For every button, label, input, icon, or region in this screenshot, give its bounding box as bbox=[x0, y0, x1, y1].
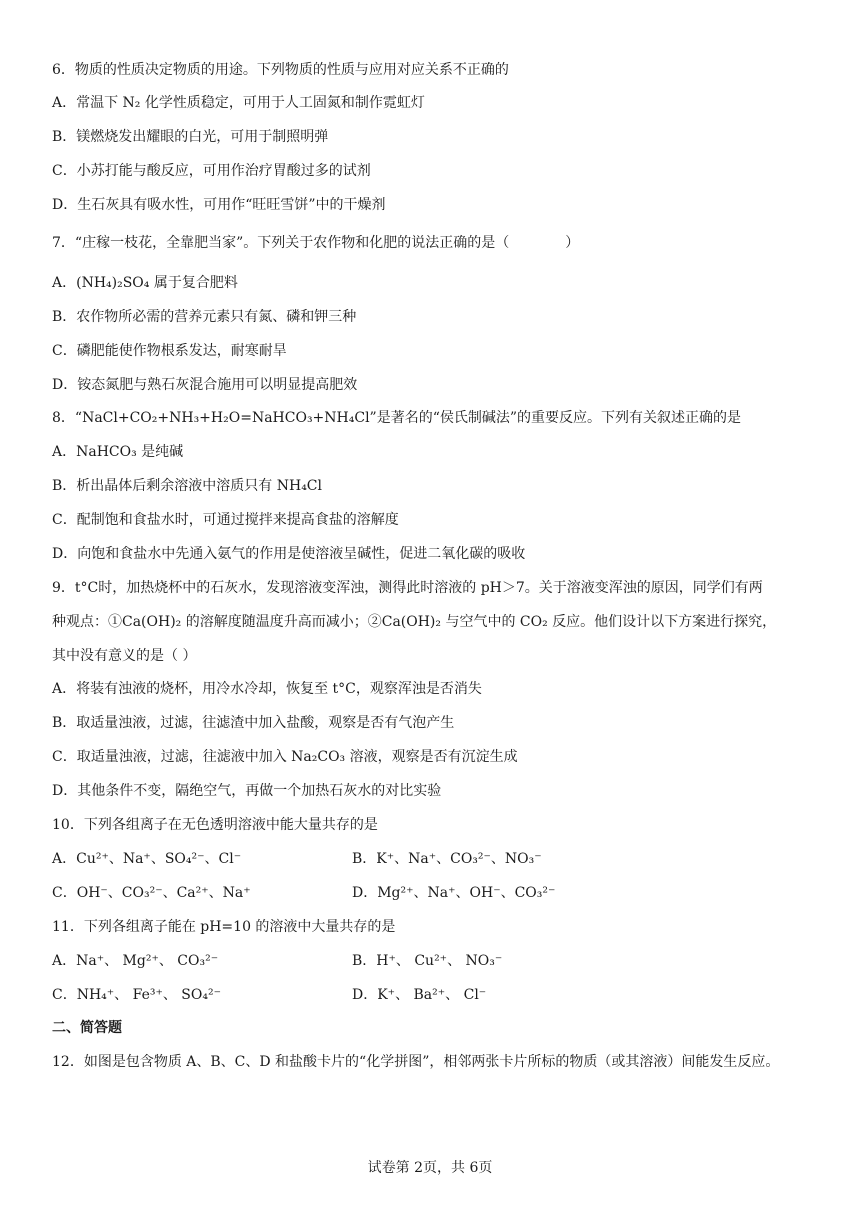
q10-option-d: D．Mg²⁺、Na⁺、OH⁻、CO₃²⁻ bbox=[352, 885, 556, 901]
q7-option-a: A．(NH₄)₂SO₄ 属于复合肥料 bbox=[52, 275, 238, 291]
q7-option-c: C．磷肥能使作物根系发达，耐寒耐旱 bbox=[52, 343, 287, 359]
q10-stem: 10．下列各组离子在无色透明溶液中能大量共存的是 bbox=[52, 817, 378, 833]
q11-option-c: C．NH₄⁺、 Fe³⁺、 SO₄²⁻ bbox=[52, 987, 221, 1003]
q11-option-b: B．H⁺、 Cu²⁺、 NO₃⁻ bbox=[352, 953, 503, 969]
q10-option-c: C．OH⁻、CO₃²⁻、Ca²⁺、Na⁺ bbox=[52, 885, 251, 901]
q9-option-d: D．其他条件不变，隔绝空气，再做一个加热石灰水的对比实验 bbox=[52, 783, 442, 799]
q6-option-b: B．镁燃烧发出耀眼的白光，可用于制照明弹 bbox=[52, 129, 329, 145]
page-footer: 试卷第 2页，共 6页 bbox=[367, 1160, 493, 1176]
q6-option-a: A．常温下 N₂ 化学性质稳定，可用于人工固氮和制作霓虹灯 bbox=[52, 95, 425, 111]
q11-option-d: D．K⁺、 Ba²⁺、 Cl⁻ bbox=[352, 987, 487, 1003]
q6-option-c: C．小苏打能与酸反应，可用作治疗胃酸过多的试剂 bbox=[52, 163, 371, 179]
q10-option-b: B．K⁺、Na⁺、CO₃²⁻、NO₃⁻ bbox=[352, 851, 542, 867]
q9-stem-line1: 9．t°C时，加热烧杯中的石灰水，发现溶液变浑浊，测得此时溶液的 pH＞7。关于溶液变浑浊的原因，同学们有两 bbox=[52, 580, 763, 596]
section-title: 二、简答题 bbox=[52, 1020, 122, 1036]
q12-stem: 12．如图是包含物质 A、B、C、D 和盐酸卡片的“化学拼图”，相邻两张卡片所标的物质（或其溶液）间能发生反应。 bbox=[52, 1054, 780, 1070]
q7-option-d: D．铵态氮肥与熟石灰混合施用可以明显提高肥效 bbox=[52, 377, 358, 393]
q8-option-a: A．NaHCO₃ 是纯碱 bbox=[52, 444, 184, 460]
q9-stem-line3: 其中没有意义的是（ ） bbox=[52, 648, 197, 664]
q11-option-a: A．Na⁺、 Mg²⁺、 CO₃²⁻ bbox=[52, 953, 219, 969]
q10-option-a: A．Cu²⁺、Na⁺、SO₄²⁻、Cl⁻ bbox=[52, 851, 242, 867]
q11-stem: 11．下列各组离子能在 pH=10 的溶液中大量共存的是 bbox=[52, 919, 396, 935]
q9-option-c: C．取适量浊液，过滤，往滤液中加入 Na₂CO₃ 溶液，观察是否有沉淀生成 bbox=[52, 749, 518, 765]
q7-stem: 7．“庄稼一枝花，全靠肥当家”。下列关于农作物和化肥的说法正确的是（ ） bbox=[52, 235, 580, 251]
q9-option-a: A．将装有浊液的烧杯，用冷水冷却，恢复至 t°C，观察浑浊是否消失 bbox=[52, 681, 482, 697]
q9-stem-line2: 种观点：①Ca(OH)₂ 的溶解度随温度升高而减小；②Ca(OH)₂ 与空气中的 CO₂ 反应。他们设计以下方案进行探究， bbox=[52, 614, 777, 630]
q6-stem: 6．物质的性质决定物质的用途。下列物质的性质与应用对应关系不正确的 bbox=[52, 62, 509, 78]
q6-option-d: D．生石灰具有吸水性，可用作“旺旺雪饼”中的干燥剂 bbox=[52, 197, 386, 213]
q8-stem: 8．“NaCl+CO₂+NH₃+H₂O=NaHCO₃+NH₄Cl”是著名的“侯氏制碱法”的重要反应。下列有关叙述正确的是 bbox=[52, 410, 742, 426]
q8-option-b: B．析出晶体后剩余溶液中溶质只有 NH₄Cl bbox=[52, 478, 322, 494]
q9-option-b: B．取适量浊液，过滤，往滤渣中加入盐酸，观察是否有气泡产生 bbox=[52, 715, 455, 731]
q7-option-b: B．农作物所必需的营养元素只有氮、磷和钾三种 bbox=[52, 309, 357, 325]
q8-option-c: C．配制饱和食盐水时，可通过搅拌来提高食盐的溶解度 bbox=[52, 512, 399, 528]
q8-option-d: D．向饱和食盐水中先通入氨气的作用是使溶液呈碱性，促进二氧化碳的吸收 bbox=[52, 546, 526, 562]
